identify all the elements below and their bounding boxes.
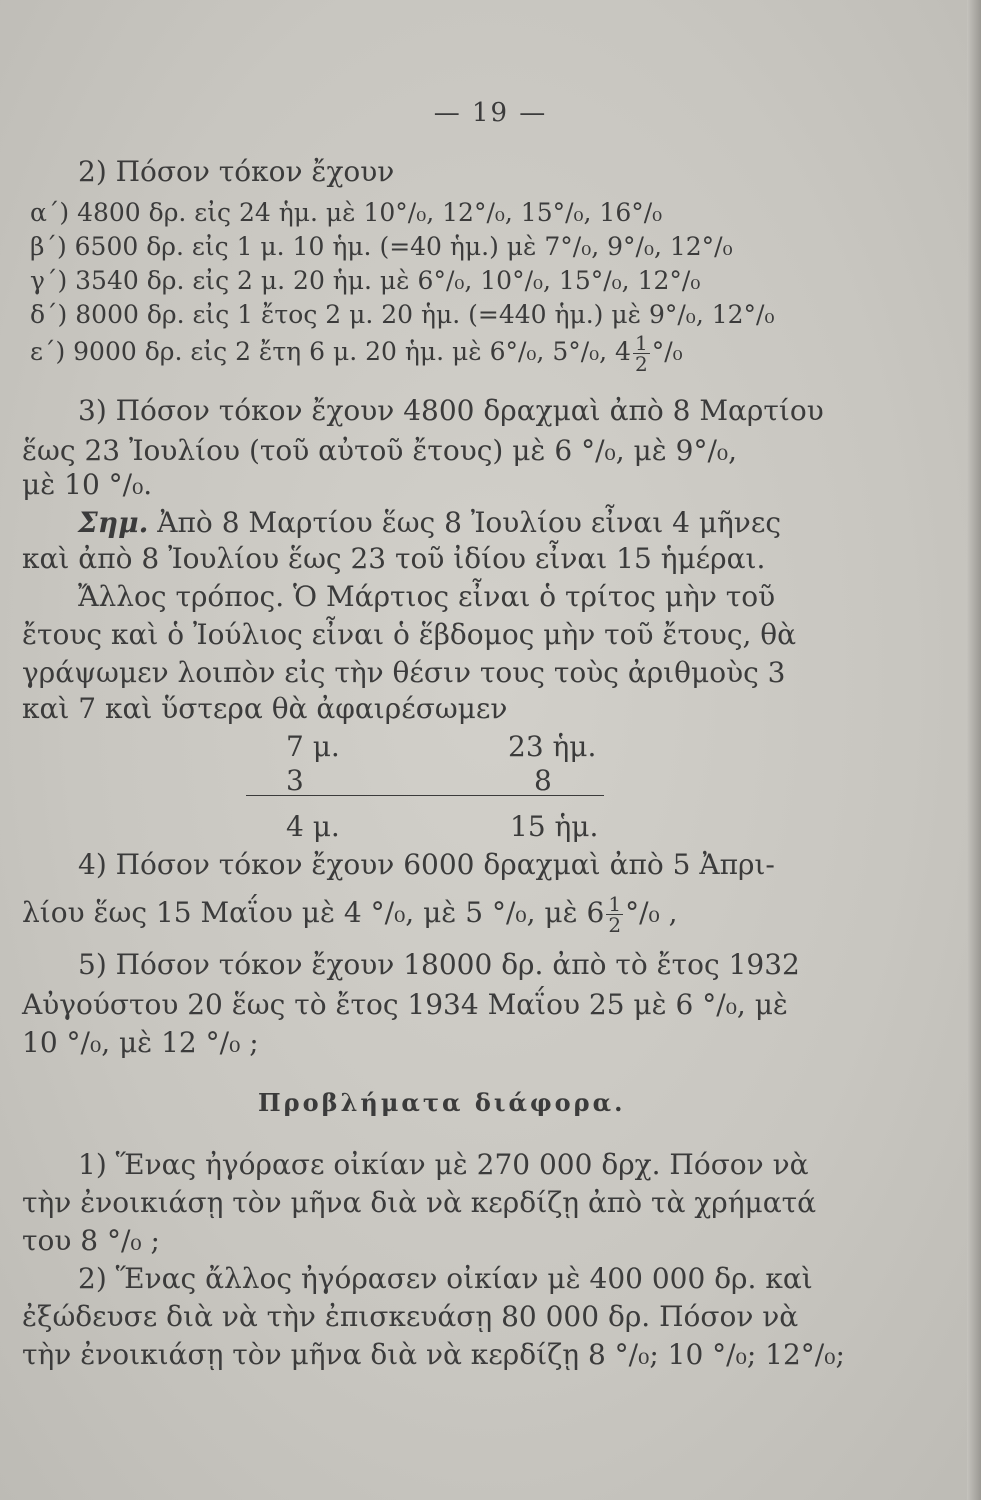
problem-3-note-line-1: Σημ. Ἀπὸ 8 Μαρτίου ἕως 8 Ἰουλίου εἶναι 4 μῆνες bbox=[78, 506, 782, 539]
problem-2-item-e-text: ε΄) 9000 δρ. εἰς 2 ἔτη 6 μ. 20 ἡμ. μὲ 6°/₀, 5°/₀, 4 bbox=[30, 337, 631, 366]
problem-3-line-2: ἕως 23 Ἰουλίου (τοῦ αὐτοῦ ἔτους) μὲ 6 °/₀, μὲ 9°/₀, bbox=[22, 434, 738, 467]
problem-2-item-b: β΄) 6500 δρ. εἰς 1 μ. 10 ἡμ. (=40 ἡμ.) μὲ 7°/₀, 9°/₀, 12°/₀ bbox=[30, 232, 733, 261]
problem-5-line-3: 10 °/₀, μὲ 12 °/₀ ; bbox=[22, 1026, 259, 1059]
calc-months-1: 7 μ. bbox=[286, 730, 340, 763]
problem-3-line-3: μὲ 10 °/₀. bbox=[22, 468, 153, 501]
page-edge bbox=[967, 0, 981, 1500]
problem-3-line-1: 3) Πόσον τόκον ἔχουν 4800 δραχμαὶ ἀπὸ 8 Μαρτίου bbox=[78, 394, 824, 427]
misc-1-line-1: 1) Ἕνας ἠγόρασε οἰκίαν μὲ 270 000 δρχ. Πόσον νὰ bbox=[78, 1148, 809, 1181]
calc-days-2: 8 bbox=[534, 764, 552, 797]
problem-4-line-2: λίου ἕως 15 Μαΐου μὲ 4 °/₀, μὲ 5 °/₀, μὲ 6 $\frac{1}{2}$ °/₀ , bbox=[22, 892, 678, 937]
problem-3-alt-line-2: ἔτους καὶ ὁ Ἰούλιος εἶναι ὁ ἕβδομος μὴν τοῦ ἔτους, θὰ bbox=[22, 618, 797, 651]
calc-rule bbox=[246, 795, 604, 796]
problem-2-item-a: α΄) 4800 δρ. εἰς 24 ἡμ. μὲ 10°/₀, 12°/₀, 15°/₀, 16°/₀ bbox=[30, 198, 663, 227]
calc-days-result: 15 ἡμ. bbox=[510, 810, 599, 843]
section-heading: Προβλήματα διάφορα. bbox=[258, 1088, 626, 1117]
percent-sign: °/₀ bbox=[651, 337, 683, 366]
problem-5-line-2: Αὐγούστου 20 ἕως τὸ ἔτος 1934 Μαΐου 25 μὲ 6 °/₀, μὲ bbox=[22, 988, 788, 1021]
problem-3-alt-line-3: γράψωμεν λοιπὸν εἰς τὴν θέσιν τους τοὺς ἀριθμοὺς 3 bbox=[22, 656, 786, 689]
fraction: $\frac{1}{2}$ bbox=[634, 331, 648, 376]
problem-5-line-1: 5) Πόσον τόκον ἔχουν 18000 δρ. ἀπὸ τὸ ἔτος 1932 bbox=[78, 948, 800, 981]
misc-2-line-2: ἐξώδευσε διὰ νὰ τὴν ἐπισκευάσῃ 80 000 δρ. Πόσον νὰ bbox=[22, 1300, 799, 1333]
misc-2-line-1: 2) Ἕνας ἄλλος ἠγόρασεν οἰκίαν μὲ 400 000 δρ. καὶ bbox=[78, 1262, 813, 1295]
page-number: — 19 — bbox=[433, 98, 548, 128]
problem-3-alt-line-4: καὶ 7 καὶ ὕστερα θὰ ἀφαιρέσωμεν bbox=[22, 692, 508, 725]
fraction: $\frac{1}{2}$ bbox=[608, 892, 622, 937]
misc-2-line-3: τὴν ἐνοικιάσῃ τὸν μῆνα διὰ νὰ κερδίζῃ 8 °/₀; 10 °/₀; 12°/₀; bbox=[22, 1338, 845, 1371]
calc-days-1: 23 ἡμ. bbox=[508, 730, 597, 763]
calc-months-2: 3 bbox=[286, 764, 304, 797]
problem-2-title: 2) Πόσον τόκον ἔχουν bbox=[78, 155, 395, 188]
problem-2-item-d: δ΄) 8000 δρ. εἰς 1 ἔτος 2 μ. 20 ἡμ. (=440 ἡμ.) μὲ 9°/₀, 12°/₀ bbox=[30, 300, 775, 329]
problem-2-item-c: γ΄) 3540 δρ. εἰς 2 μ. 20 ἡμ. μὲ 6°/₀, 10°/₀, 15°/₀, 12°/₀ bbox=[30, 266, 701, 295]
calc-months-result: 4 μ. bbox=[286, 810, 340, 843]
problem-4-line-1: 4) Πόσον τόκον ἔχουν 6000 δραχμαὶ ἀπὸ 5 Ἀπρι- bbox=[78, 848, 775, 881]
note-label: Σημ. bbox=[78, 506, 149, 539]
problem-3-alt-line-1: Ἄλλος τρόπος. Ὁ Μάρτιος εἶναι ὁ τρίτος μὴν τοῦ bbox=[78, 580, 776, 613]
misc-1-line-3: του 8 °/₀ ; bbox=[22, 1224, 160, 1257]
misc-1-line-2: τὴν ἐνοικιάσῃ τὸν μῆνα διὰ νὰ κερδίζῃ ἀπὸ τὰ χρήματά bbox=[22, 1186, 817, 1219]
problem-2-item-e bbox=[30, 333, 683, 374]
problem-3-note-line-2: καὶ ἀπὸ 8 Ἰουλίου ἕως 23 τοῦ ἰδίου εἶναι 15 ἡμέραι. bbox=[22, 542, 766, 575]
